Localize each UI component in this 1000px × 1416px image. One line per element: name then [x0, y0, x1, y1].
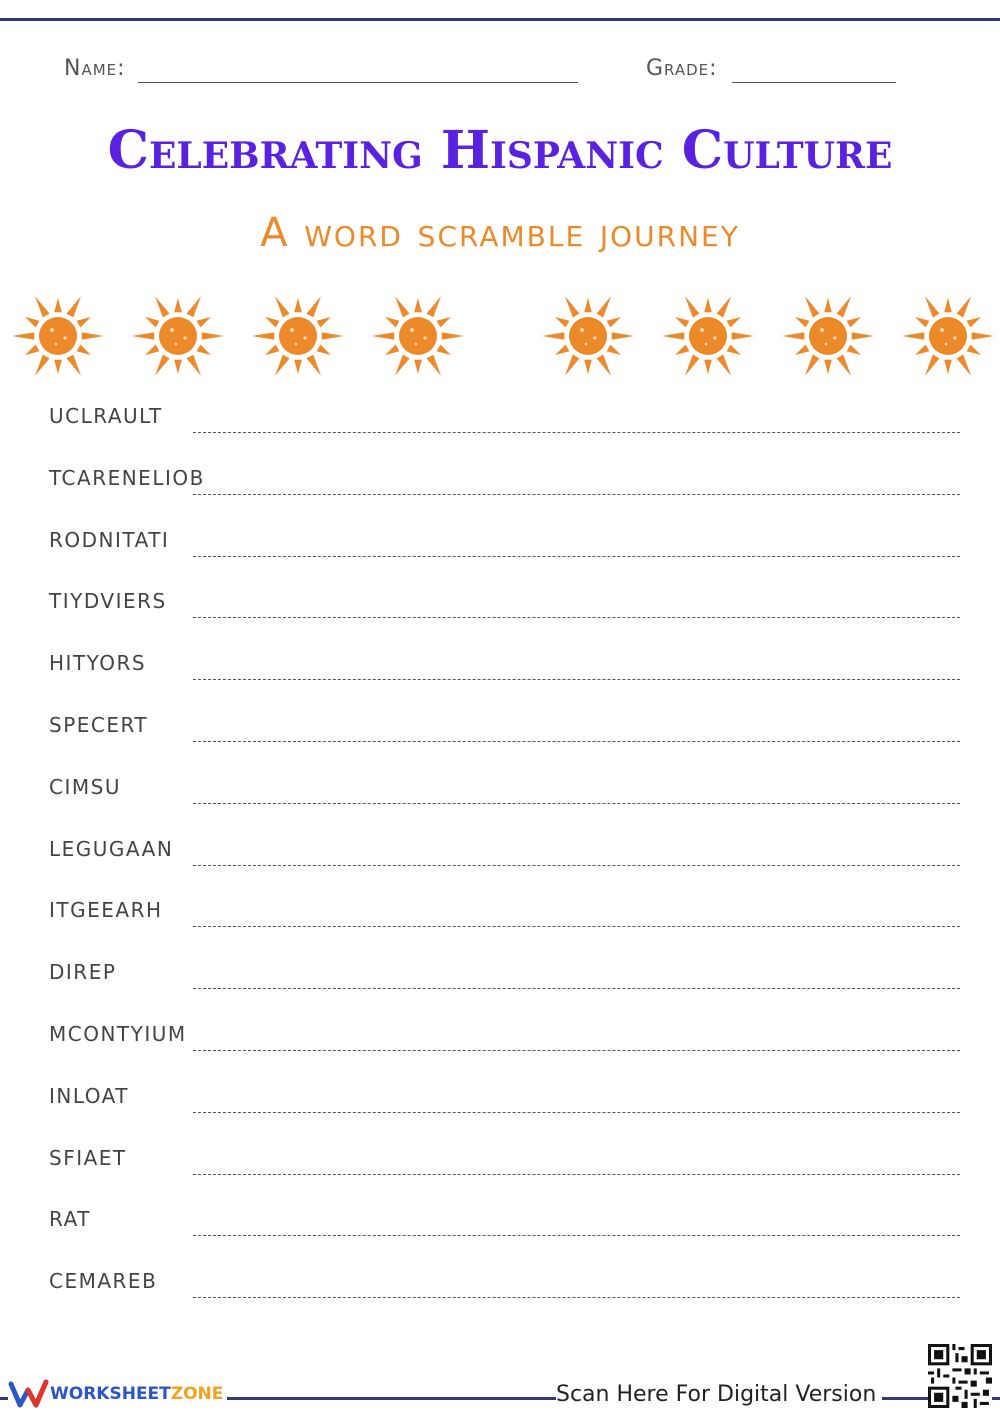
scrambled-word: RAT — [49, 1207, 91, 1232]
sun-icon — [540, 288, 636, 384]
answer-line[interactable] — [193, 617, 960, 618]
word-row — [0, 400, 1000, 460]
word-row — [0, 771, 1000, 831]
word-row — [0, 462, 1000, 522]
word-row — [0, 894, 1000, 954]
scrambled-word: DIREP — [49, 960, 117, 985]
word-row — [0, 524, 1000, 584]
scrambled-word: INLOAT — [49, 1083, 130, 1108]
page-subtitle: A word scramble journey — [260, 210, 740, 256]
word-row — [0, 1203, 1000, 1263]
word-row — [0, 833, 1000, 893]
sun-icon — [250, 288, 346, 384]
scrambled-word: TIYDVIERS — [49, 589, 167, 614]
answer-line[interactable] — [193, 494, 960, 495]
grade-field-line[interactable] — [732, 82, 896, 83]
grade-label: Grade: — [646, 56, 718, 81]
word-row — [0, 647, 1000, 707]
scrambled-word: HITYORS — [49, 651, 147, 676]
answer-line[interactable] — [193, 1235, 960, 1236]
word-row — [0, 709, 1000, 769]
answer-line[interactable] — [193, 1050, 960, 1051]
word-row — [0, 1142, 1000, 1202]
word-row — [0, 1018, 1000, 1078]
scrambled-word: LEGUGAAN — [49, 836, 174, 861]
scrambled-word: MCONTYIUM — [49, 1022, 187, 1046]
word-row — [0, 1080, 1000, 1140]
scrambled-word: UCLRAULT — [49, 404, 163, 428]
answer-line[interactable] — [193, 803, 960, 804]
name-field-line[interactable] — [138, 82, 578, 83]
scrambled-word: SFIAET — [49, 1145, 127, 1170]
answer-line[interactable] — [193, 988, 960, 989]
sun-icon — [660, 288, 756, 384]
scan-here-text: Scan Here For Digital Version — [556, 1382, 882, 1407]
scrambled-word: SPECERT — [49, 713, 149, 737]
answer-line[interactable] — [193, 679, 960, 680]
sun-icon — [10, 288, 106, 384]
answer-line[interactable] — [193, 1174, 960, 1175]
answer-line[interactable] — [193, 926, 960, 927]
sun-icon — [370, 288, 466, 384]
answer-line[interactable] — [193, 1297, 960, 1298]
logo-text-worksheet: WORKSHEET — [50, 1384, 171, 1404]
logo-text — [50, 1384, 223, 1404]
answer-line[interactable] — [193, 1112, 960, 1113]
answer-line[interactable] — [193, 865, 960, 866]
answer-line[interactable] — [193, 741, 960, 742]
sun-icon — [900, 288, 996, 384]
logo-text-zone: ZONE — [170, 1384, 224, 1404]
scrambled-word: ITGEEARH — [49, 898, 163, 923]
scrambled-word: RODNITATI — [49, 527, 170, 552]
sun-icon — [130, 288, 226, 384]
word-row — [0, 1265, 1000, 1325]
logo-w-icon — [8, 1378, 50, 1410]
page-title: Celebrating Hispanic Culture — [107, 120, 893, 181]
scrambled-word: TCARENELIOB — [49, 465, 205, 490]
word-row — [0, 585, 1000, 645]
answer-line[interactable] — [193, 556, 960, 557]
top-rule — [0, 18, 1000, 21]
scrambled-word: CEMAREB — [49, 1269, 158, 1294]
sun-icon — [780, 288, 876, 384]
scrambled-word: CIMSU — [49, 774, 121, 799]
answer-line[interactable] — [193, 432, 960, 433]
word-row — [0, 956, 1000, 1016]
worksheetzone-logo — [8, 1378, 227, 1410]
sun-decoration-row — [0, 288, 1000, 384]
qr-code-icon[interactable] — [928, 1344, 992, 1408]
name-label: Name: — [64, 56, 126, 81]
